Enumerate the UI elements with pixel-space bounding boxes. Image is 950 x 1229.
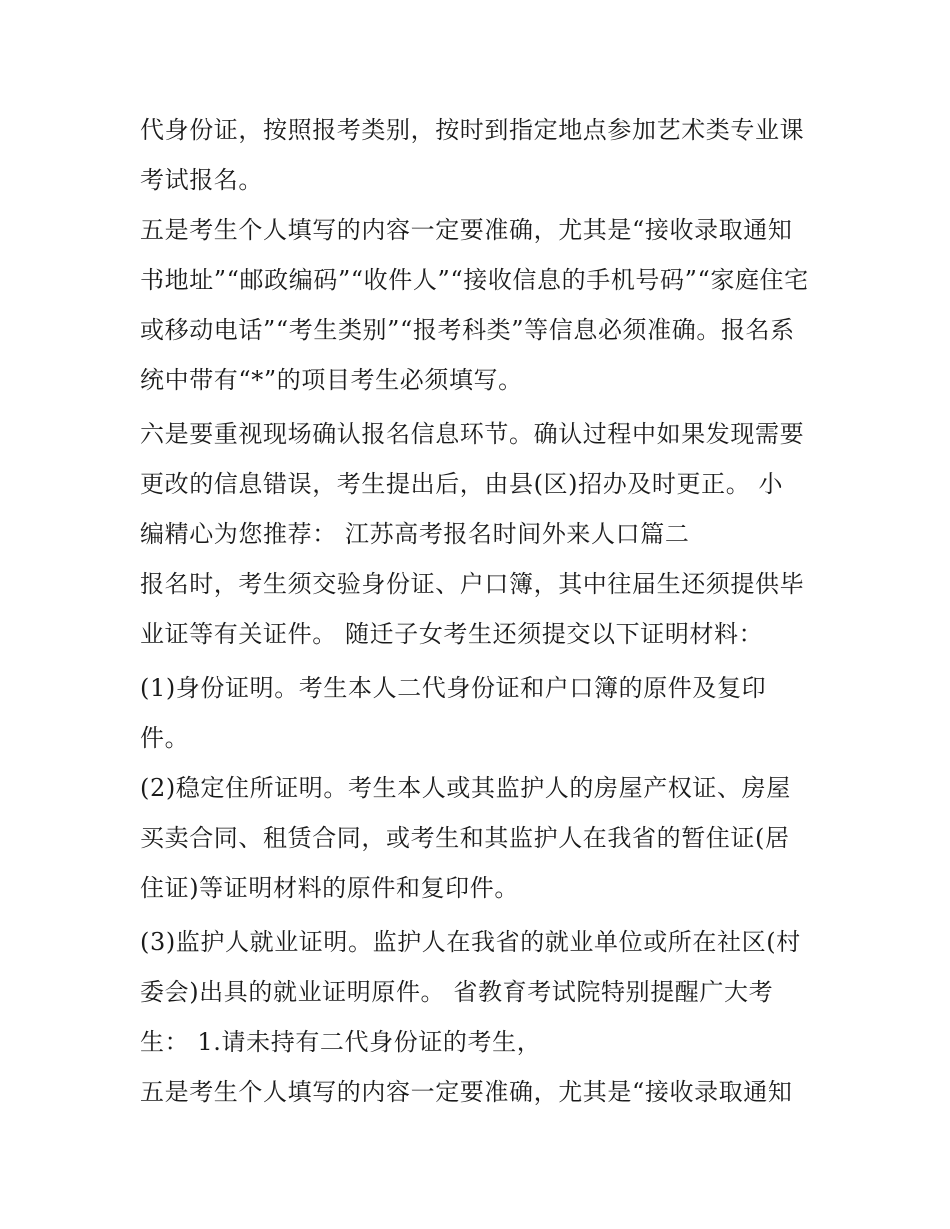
text-line: 书地址”“邮政编码”“收件人”“接收信息的手机号码”“家庭住宅 [140, 266, 809, 294]
text-line: 件。 [140, 724, 190, 752]
text-line: 生： 1.请未持有二代身份证的考生， [140, 1028, 542, 1056]
text-line: 报名时，考生须交验身份证、户口簿，其中往届生还须提供毕 [140, 570, 805, 598]
text-line: 五是考生个人填写的内容一定要准确，尤其是“接收录取通知 [140, 216, 793, 244]
text-line: (2)稳定住所证明。考生本人或其监护人的房屋产权证、房屋 [140, 774, 791, 802]
text-line: 编精心为您推荐： 江苏高考报名时间外来人口篇二 [140, 520, 690, 548]
text-line: 或移动电话”“考生类别”“报考科类”等信息必须准确。报名系 [140, 316, 795, 344]
text-line: (3)监护人就业证明。监护人在我省的就业单位或所在社区(村 [140, 928, 801, 956]
text-line: 业证等有关证件。 随迁子女考生还须提交以下证明材料： [140, 620, 764, 648]
text-line: 更改的信息错误，考生提出后，由县(区)招办及时更正。 小 [140, 470, 784, 498]
text-line: 代身份证，按照报考类别，按时到指定地点参加艺术类专业课 [140, 116, 805, 144]
text-line: 买卖合同、租赁合同，或考生和其监护人在我省的暂住证(居 [140, 824, 790, 852]
text-line: 委会)出具的就业证明原件。 省教育考试院特别提醒广大考 [140, 978, 774, 1006]
text-line: 统中带有“*”的项目考生必须填写。 [140, 366, 523, 394]
text-line: 五是考生个人填写的内容一定要准确，尤其是“接收录取通知 [140, 1078, 793, 1106]
text-line: 考试报名。 [140, 166, 263, 194]
text-line: 住证)等证明材料的原件和复印件。 [140, 874, 519, 902]
text-line: 六是要重视现场确认报名信息环节。确认过程中如果发现需要 [140, 420, 805, 448]
text-line: (1)身份证明。考生本人二代身份证和户口簿的原件及复印 [140, 674, 767, 702]
